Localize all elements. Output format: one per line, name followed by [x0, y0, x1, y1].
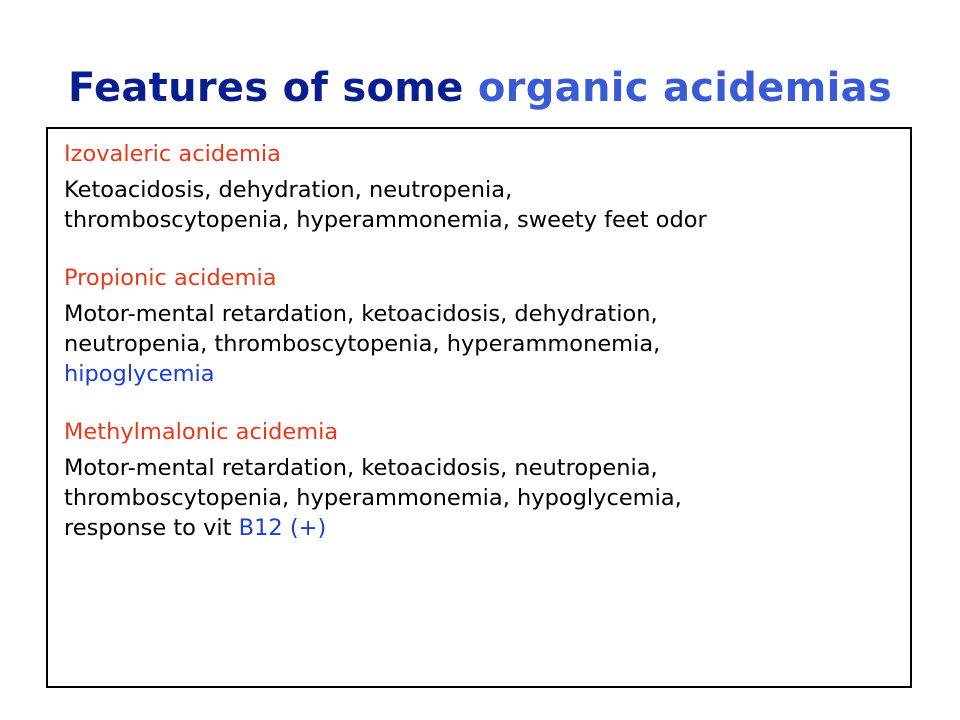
slide-title	[0, 58, 960, 118]
section-izovaleric	[64, 139, 896, 235]
highlighted-term: B12 (+)	[238, 515, 327, 541]
description-line: Motor-mental retardation, ketoacidosis, neutropenia,	[64, 455, 658, 481]
description-line: Motor-mental retardation, ketoacidosis, dehydration,	[64, 301, 658, 327]
description-line: thromboscytopenia, hyperammonemia, hypoglycemia,	[64, 485, 682, 511]
content-box	[46, 127, 912, 688]
section-heading: Methylmalonic acidemia	[64, 419, 339, 445]
description-line: thromboscytopenia, hyperammonemia, sweety feet odor	[64, 207, 707, 233]
title-part-2: organic acidemias	[477, 65, 893, 111]
section-methylmalonic	[64, 417, 896, 543]
description-prefix: response to vit	[64, 515, 239, 541]
section-description	[64, 299, 896, 389]
highlighted-term: hipoglycemia	[64, 361, 215, 387]
description-line: Ketoacidosis, dehydration, neutropenia,	[64, 177, 513, 203]
section-heading: Propionic acidemia	[64, 265, 277, 291]
section-heading: Izovaleric acidemia	[64, 141, 281, 167]
description-line-last	[64, 513, 896, 543]
section-propionic	[64, 263, 896, 389]
section-description	[64, 453, 896, 543]
description-line: neutropenia, thromboscytopenia, hyperammonemia,	[64, 331, 661, 357]
section-description	[64, 175, 896, 235]
title-part-1: Features of some	[67, 65, 464, 111]
